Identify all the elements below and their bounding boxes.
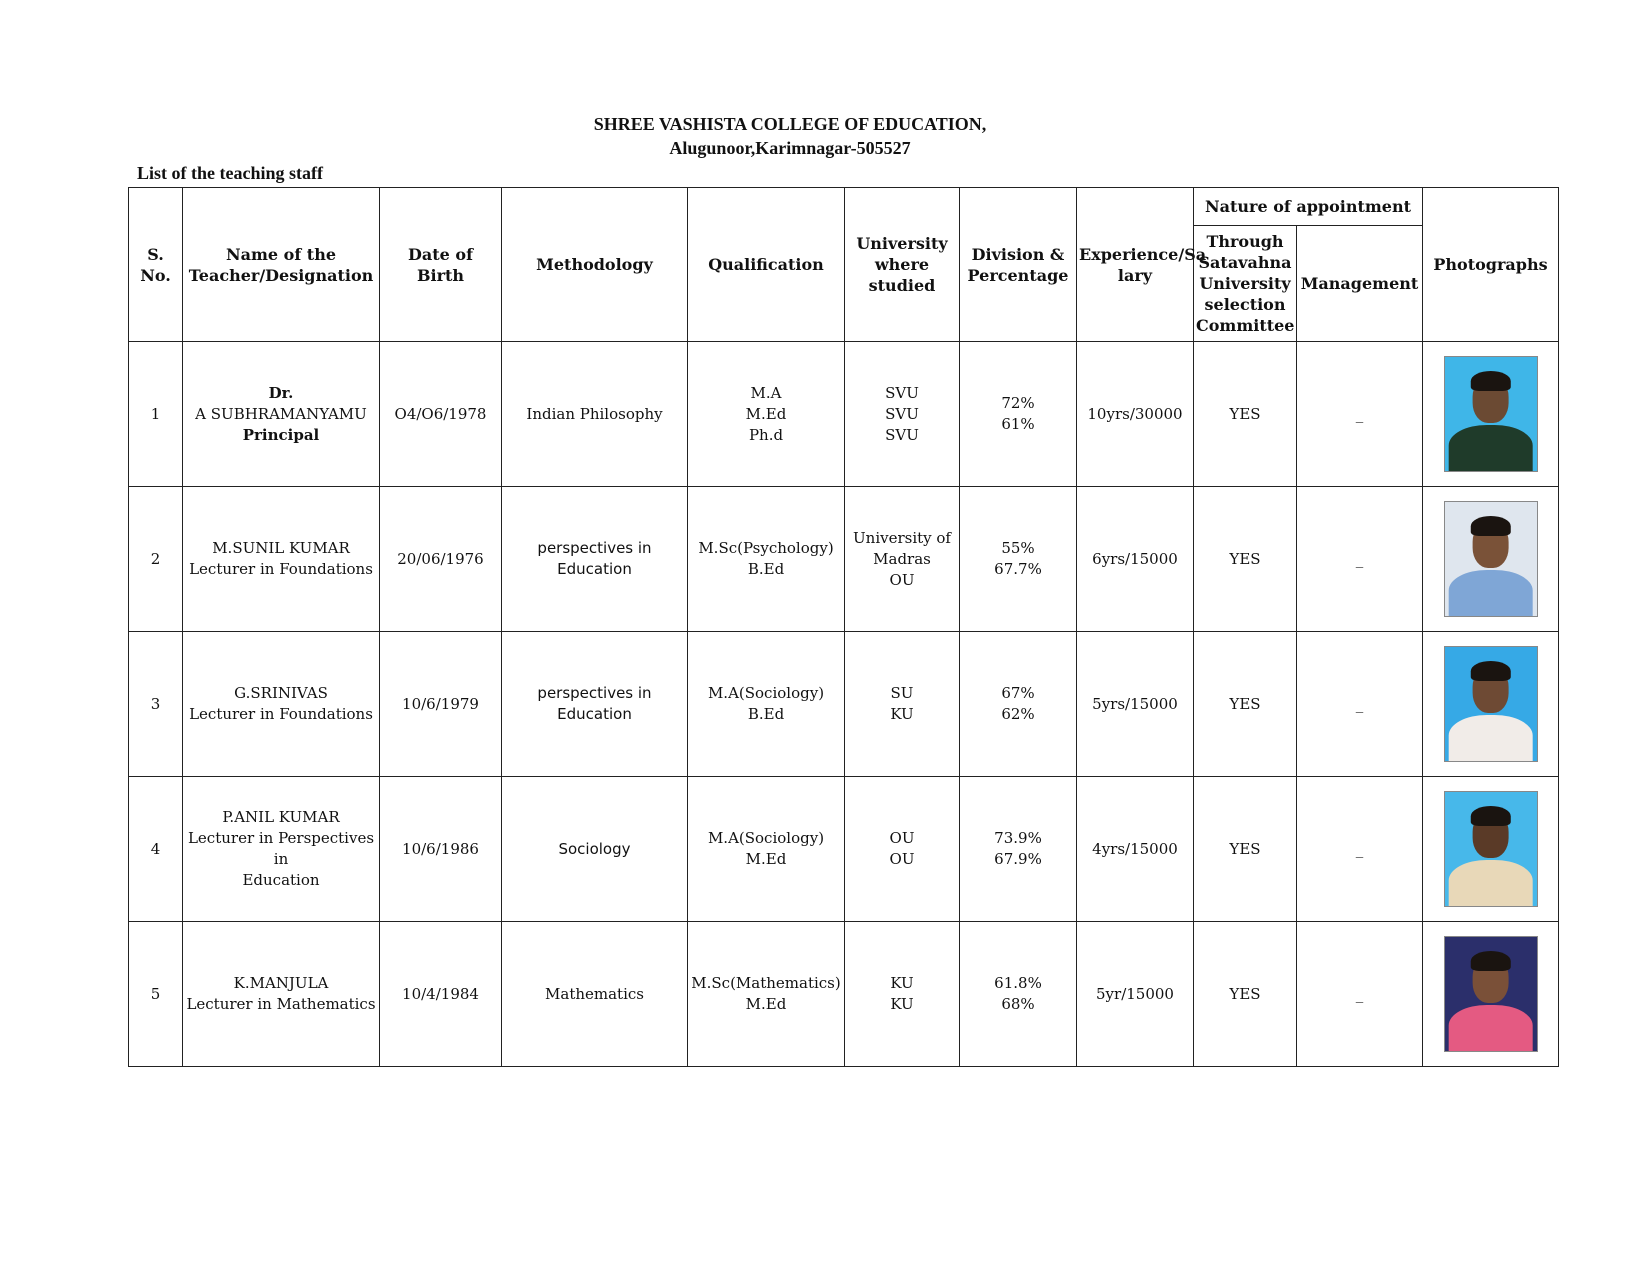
cell-management: _: [1297, 777, 1423, 922]
cell-photo: [1423, 342, 1559, 487]
name-prefix: Dr.: [268, 383, 294, 402]
teacher-name: P.ANIL KUMAR: [222, 808, 340, 826]
cell-experience: 4yrs/15000: [1077, 777, 1194, 922]
header-dob: Date of Birth: [380, 188, 502, 342]
teacher-photo: [1444, 646, 1538, 762]
cell-through-committee: YES: [1194, 487, 1297, 632]
cell-name: [183, 922, 380, 1067]
teacher-photo: [1444, 356, 1538, 472]
cell-management: _: [1297, 487, 1423, 632]
header-division: Division & Percentage: [960, 188, 1077, 342]
cell-sno: 4: [129, 777, 183, 922]
cell-sno: 5: [129, 922, 183, 1067]
cell-methodology: Mathematics: [502, 922, 688, 1067]
cell-methodology: perspectives in Education: [502, 487, 688, 632]
cell-sno: 2: [129, 487, 183, 632]
college-title: SHREE VASHISTA COLLEGE OF EDUCATION,: [593, 114, 987, 134]
teacher-photo: [1444, 501, 1538, 617]
cell-methodology: Indian Philosophy: [502, 342, 688, 487]
teacher-name: G.SRINIVAS: [234, 684, 328, 702]
table-caption: List of the teaching staff: [137, 163, 323, 183]
designation: Principal: [242, 425, 320, 444]
cell-name: [183, 342, 380, 487]
cell-through-committee: YES: [1194, 777, 1297, 922]
teaching-staff-table: [128, 187, 1559, 1067]
cell-experience: 5yr/15000: [1077, 922, 1194, 1067]
table-row: [129, 777, 1559, 922]
table-row: [129, 632, 1559, 777]
cell-management: _: [1297, 632, 1423, 777]
header-photographs: Photographs: [1423, 188, 1559, 342]
table-row: [129, 487, 1559, 632]
cell-division: 72% 61%: [960, 342, 1077, 487]
header-sno: S. No.: [129, 188, 183, 342]
header-methodology: Methodology: [502, 188, 688, 342]
cell-qualification: M.A(Sociology) M.Ed: [688, 777, 845, 922]
cell-management: _: [1297, 922, 1423, 1067]
cell-qualification: M.Sc(Psychology) B.Ed: [688, 487, 845, 632]
table-row: [129, 342, 1559, 487]
cell-division: 55% 67.7%: [960, 487, 1077, 632]
cell-photo: [1423, 922, 1559, 1067]
cell-division: 67% 62%: [960, 632, 1077, 777]
cell-university: SVU SVU SVU: [845, 342, 960, 487]
designation: Lecturer in Foundations: [189, 705, 373, 723]
cell-dob: 20/06/1976: [380, 487, 502, 632]
header-appointment: Nature of appointment: [1194, 188, 1423, 226]
table-row: [129, 922, 1559, 1067]
header-university: University where studied: [845, 188, 960, 342]
header-name: Name of the Teacher/Designation: [183, 188, 380, 342]
cell-methodology: perspectives in Education: [502, 632, 688, 777]
cell-through-committee: YES: [1194, 342, 1297, 487]
cell-experience: 5yrs/15000: [1077, 632, 1194, 777]
teacher-photo: [1444, 791, 1538, 907]
cell-dob: 10/4/1984: [380, 922, 502, 1067]
teacher-photo: [1444, 936, 1538, 1052]
cell-dob: 10/6/1979: [380, 632, 502, 777]
cell-university: OU OU: [845, 777, 960, 922]
teacher-name: A SUBHRAMANYAMU: [195, 404, 367, 423]
header-through-committee: Through Satavahna University selection Committee: [1194, 226, 1297, 342]
cell-experience: 10yrs/30000: [1077, 342, 1194, 487]
designation: Lecturer in Foundations: [189, 560, 373, 578]
cell-sno: 1: [129, 342, 183, 487]
cell-through-committee: YES: [1194, 922, 1297, 1067]
cell-photo: [1423, 632, 1559, 777]
cell-dob: O4/O6/1978: [380, 342, 502, 487]
cell-name: [183, 487, 380, 632]
cell-dob: 10/6/1986: [380, 777, 502, 922]
cell-sno: 3: [129, 632, 183, 777]
header-management: Management: [1297, 226, 1423, 342]
teacher-name: M.SUNIL KUMAR: [212, 539, 350, 557]
cell-through-committee: YES: [1194, 632, 1297, 777]
designation: Lecturer in Perspectives in Education: [187, 829, 375, 889]
cell-experience: 6yrs/15000: [1077, 487, 1194, 632]
college-address: Alugunoor,Karimnagar-505527: [669, 138, 911, 158]
cell-university: KU KU: [845, 922, 960, 1067]
cell-university: University of Madras OU: [845, 487, 960, 632]
cell-name: [183, 777, 380, 922]
cell-name: [183, 632, 380, 777]
designation: Lecturer in Mathematics: [186, 995, 376, 1013]
cell-qualification: M.A(Sociology) B.Ed: [688, 632, 845, 777]
cell-division: 61.8% 68%: [960, 922, 1077, 1067]
teacher-name: K.MANJULA: [233, 974, 329, 992]
cell-photo: [1423, 777, 1559, 922]
cell-methodology: Sociology: [502, 777, 688, 922]
header-experience: Experience/Sa lary: [1077, 188, 1194, 342]
header-qualification: Qualification: [688, 188, 845, 342]
cell-qualification: M.A M.Ed Ph.d: [688, 342, 845, 487]
cell-division: 73.9% 67.9%: [960, 777, 1077, 922]
cell-photo: [1423, 487, 1559, 632]
cell-qualification: M.Sc(Mathematics) M.Ed: [688, 922, 845, 1067]
cell-university: SU KU: [845, 632, 960, 777]
cell-management: _: [1297, 342, 1423, 487]
